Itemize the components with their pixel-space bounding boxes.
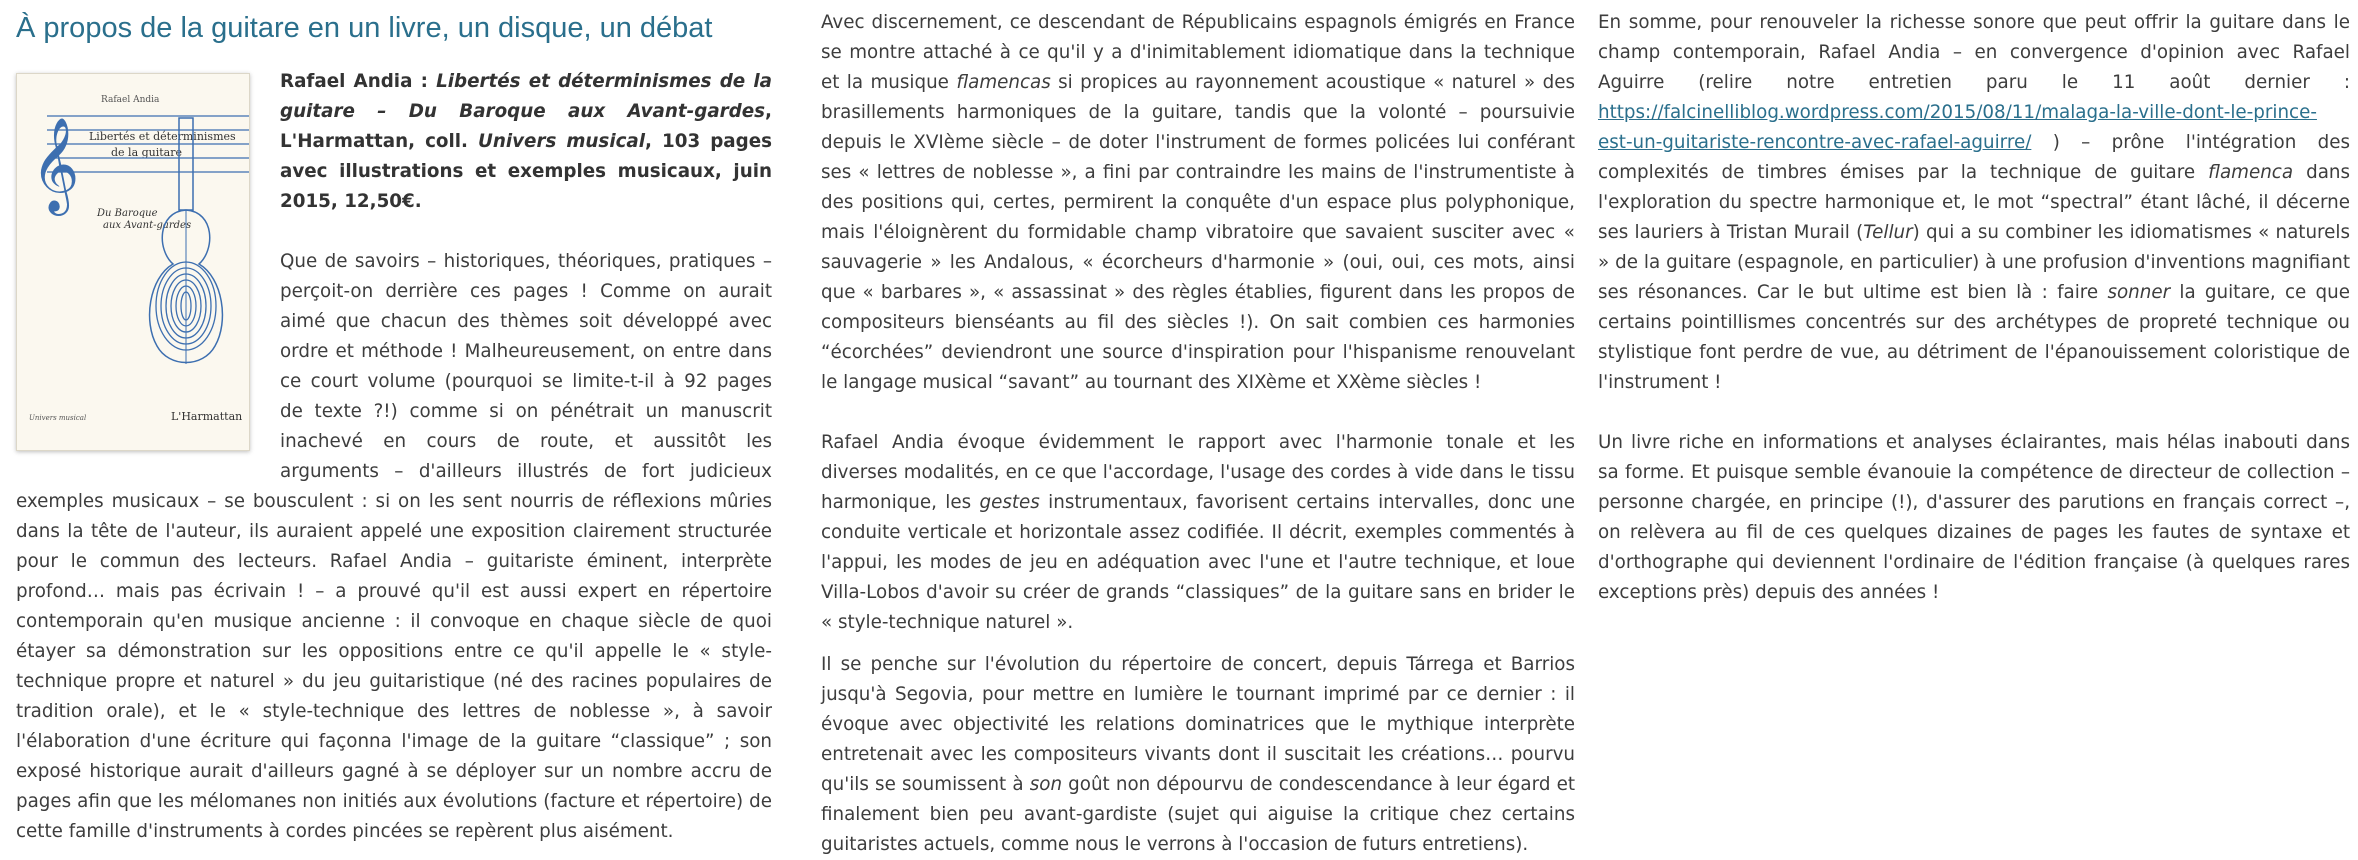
cover-title-1: Libertés et déterminismes (89, 130, 236, 143)
col3-paragraph-1: En somme, pour renouveler la richesse sonore que peut offrir la guitare dans le champ contemporain, Rafael Andia – en convergence d'opinion avec Rafael Aguirre (relire notre entretien paru le 11 août dernier : https://falcinelliblog.wordpress.com/2015/08/11/malaga-la-ville-dont-le-prince-est-un-guitariste-rencontre-avec-rafael-aguirre/ ) – prône l'intégration des complexités de timbres émises par la technique de guitare flamenca dans l'exploration du spectre harmonique et, le mot “spectral” étant lâché, il décerne ses lauriers à Tristan Murail (Tellur) qui a su combiner les idiomatismes « naturels » de la guitare (espagnole, en particulier) à une profusion d'inventions magnifiant ses résonances. Car le but ultime est bien là : faire sonner la guitare, ce que certains pointillismes concentrés sur des archétypes de propreté technique ou stylistique font perdre de vue, au détriment de l'épanouissement coloristique de l'instrument ! (1598, 12, 2351, 393)
cover-subtitle-1: Du Baroque (97, 208, 158, 219)
cover-title-2: de la guitare (111, 146, 183, 159)
cover-publisher: L'Harmattan (171, 410, 243, 423)
intro-book-title: Libertés et déterminismes de la guitare – Du Baroque aux Avant-gardes (280, 71, 772, 122)
cover-author: Rafael Andia (101, 95, 160, 105)
intro-collection: Univers musical (478, 131, 646, 152)
column-1 (16, 0, 772, 847)
treble-clef-icon: 𝄞 (31, 117, 80, 212)
intro-author: Rafael Andia : (280, 71, 437, 92)
col2-paragraph-2: Rafael Andia évoque évidemment le rapport avec l'harmonie tonale et les diverses modalités, en ce que l'accordage, l'usage des cordes à vide dans le tissu harmonique, les gestes instrumentaux, favorisent certains intervalles, donc une conduite verticale et horizontale assez codifiée. Il décrit, exemples commentés à l'appui, les modes de jeu en adéquation avec l'une et l'autre technique, et loue Villa-Lobos d'avoir su créer de grands “classiques” de la guitare sans en brider le « style-technique naturel ». (821, 432, 1575, 633)
column-3 (1598, 8, 2350, 608)
cover-subtitle-2: aux Avant-gardes (103, 220, 192, 231)
book-cover-image[interactable] (16, 73, 250, 451)
article-title: À propos de la guitare en un livre, un disque, un débat (16, 12, 713, 44)
intro-publisher: , L'Harmattan, coll. (280, 101, 772, 152)
column-2 (821, 8, 1575, 860)
cover-collection: Univers musical (29, 414, 87, 422)
col3-paragraph-2: Un livre riche en informations et analyses éclairantes, mais hélas inabouti dans sa forme. Et puisque semble évanouie la compétence de directeur de collection – personne chargée, en principe (!), d'assurer des parutions en français correct –, on relèvera au fil de ces quelques dizaines de pages les fautes de syntaxe et d'orthographe qui deviennent l'ordinaire de l'édition française (à quelques rares exceptions près) depuis des années ! (1598, 432, 2350, 603)
aguirre-interview-link[interactable]: https://falcinelliblog.wordpress.com/2015/08/11/malaga-la-ville-dont-le-prince-est-un-guitariste-rencontre-avec-rafael-aguirre/ (1598, 102, 2317, 153)
intro-details: , 103 pages avec illustrations et exemples musicaux, juin 2015, 12,50€. (280, 131, 772, 212)
col2-paragraph-3: Il se penche sur l'évolution du répertoire de concert, depuis Tárrega et Barrios jusqu'à Segovia, pour mettre en lumière le tournant imprimé par ce dernier : il évoque avec objectivité les relations dominatrices que le mythique interprète entretenait avec les compositeurs vivants dont il suscitait les créations… pourvu qu'ils se soumissent à son goût non dépourvu de condescendance à leur égard et finalement bien peu avant-gardiste (sujet qui aiguise la critique chez certains guitaristes actuels, comme nous le verrons à l'occasion de futurs entretiens). (821, 654, 1575, 855)
col1-paragraph: Que de savoirs – historiques, théoriques, pratiques – perçoit-on derrière ces pages ! Comme on aurait aimé que chacun des thèmes soit développé avec ordre et méthode ! Malheureusement, on entre dans ce court volume (pourquoi se limite-t-il à 92 pages de texte ?!) comme si on pénétrait un manuscrit inachevé en cours de route, et aussitôt les arguments – d'ailleurs illustrés de fort judicieux exemples musicaux – se bousculent : si on les sent nourris de réflexions mûries dans la tête de l'auteur, ils auraient appelé une exposition clairement structurée pour le commun des lecteurs. Rafael Andia – guitariste éminent, interprète profond… mais pas écrivain ! – a prouvé qu'il est aussi expert en répertoire contemporain qu'en musique ancienne : il convoque en chaque siècle de quoi étayer sa démonstration sur les oppositions entre ce qu'il appelle le « style-technique propre et naturel » du jeu guitaristique (né des racines populaires de tradition orale), et le « style-technique des lettres de noblesse », à savoir l'élaboration d'une écriture qui façonna l'image de la guitare “classique” ; son exposé historique aurait d'ailleurs gagné à se déployer sur un nombre accru de pages afin que les mélomanes non initiés aux évolutions (facture et répertoire) de cette famille d'instruments à cordes pincées se repèrent plus aisément. (16, 251, 772, 842)
col2-paragraph-1: Avec discernement, ce descendant de Républicains espagnols émigrés en France se montre attaché à ce qu'il y a d'inimitablement idiomatique dans la technique et la musique flamencas si propices au rayonnement acoustique « naturel » des brasillements harmoniques de la guitare, tandis que la volonté – poursuivie depuis le XVIème siècle – de doter l'instrument de formes policées lui conférant ses « lettres de noblesse », a fini par contraindre les mains de l'instrumentiste à des positions qui, certes, permirent la conquête d'un espace plus polyphonique, mais l'éloignèrent du formidable champ vibratoire que savaient susciter avec « sauvagerie » les Andalous, « écorcheurs d'harmonie » (oui, oui, ces mots, ainsi que « barbares », « assassinat » des règles établies, figurent dans les propos de compositeurs bienséants au fil des siècles !). On sait combien ces harmonies “écorchées” deviendront une source d'inspiration pour l'hispanisme renouvelant le langage musical “savant” au tournant des XIXème et XXème siècles ! (821, 12, 1575, 393)
book-cover-art (17, 74, 249, 450)
